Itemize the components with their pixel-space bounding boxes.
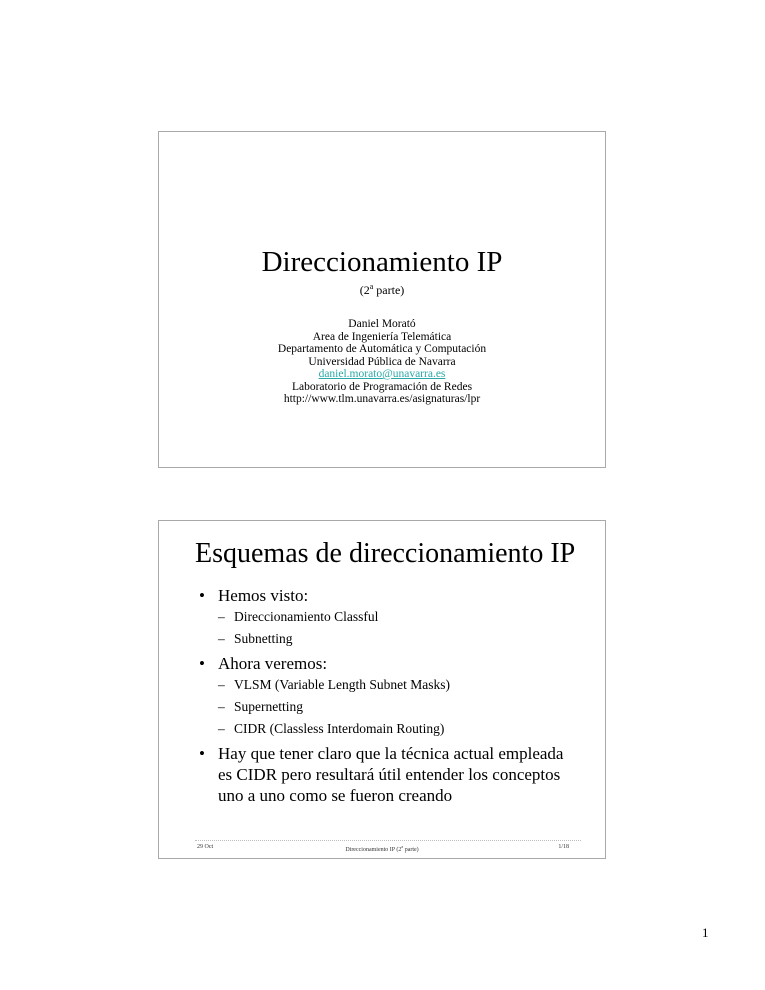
author-name: Daniel Morató [348,318,416,330]
content-slide [158,520,606,859]
author-area: Area de Ingeniería Telemática [312,330,452,343]
course-url: http://www.tlm.unavarra.es/asignaturas/lpr [283,393,481,405]
title-slide [158,131,606,468]
slide-subtitle: (2$^a$ parte) [359,282,405,297]
bullet-list [199,585,599,806]
footer-slide-number: 1/18 [558,844,569,850]
bullet-item: • Hemos visto: [199,586,309,605]
dash-glyph: – [218,699,225,714]
lab-name: Laboratorio de Programación de Redes [291,380,473,393]
bullet-item: • Ahora veremos: [199,654,328,673]
sub-item: – VLSM (Variable Length Subnet Masks) [199,674,599,696]
author-department: Departamento de Automática y Computación [277,343,487,355]
bullet-glyph: • [199,586,205,605]
footer-date: 29 Oct [197,844,214,850]
sub-item: – Supernetting [199,696,599,718]
dash-glyph: – [218,609,225,624]
sub-item: – CIDR (Classless Interdomain Routing) [199,718,599,740]
bullet-item: • Hay que tener claro que la técnica actual empleada es CIDR pero resultará útil entender los conceptos uno a uno como se fueron creando [199,744,564,805]
slide-title: Direccionamiento IP [261,246,503,278]
page-number: 1 [702,925,709,940]
sub-item: – Subnetting [199,628,599,650]
author-university: Universidad Pública de Navarra [308,355,456,368]
author-info [159,318,605,406]
dash-glyph: – [218,631,225,646]
bullet-glyph: • [199,744,205,763]
sub-item: – Direccionamiento Classful [199,606,599,628]
slide-title: Esquemas de direccionamiento IP [195,538,576,569]
footer-divider [195,840,581,841]
bullet-glyph: • [199,654,205,673]
dash-glyph: – [218,677,225,692]
dash-glyph: – [218,721,225,736]
email-link[interactable]: daniel.morato@unavarra.es [318,368,446,380]
footer-title: Direccionamiento IP (2$^a$ parte) [345,844,419,853]
